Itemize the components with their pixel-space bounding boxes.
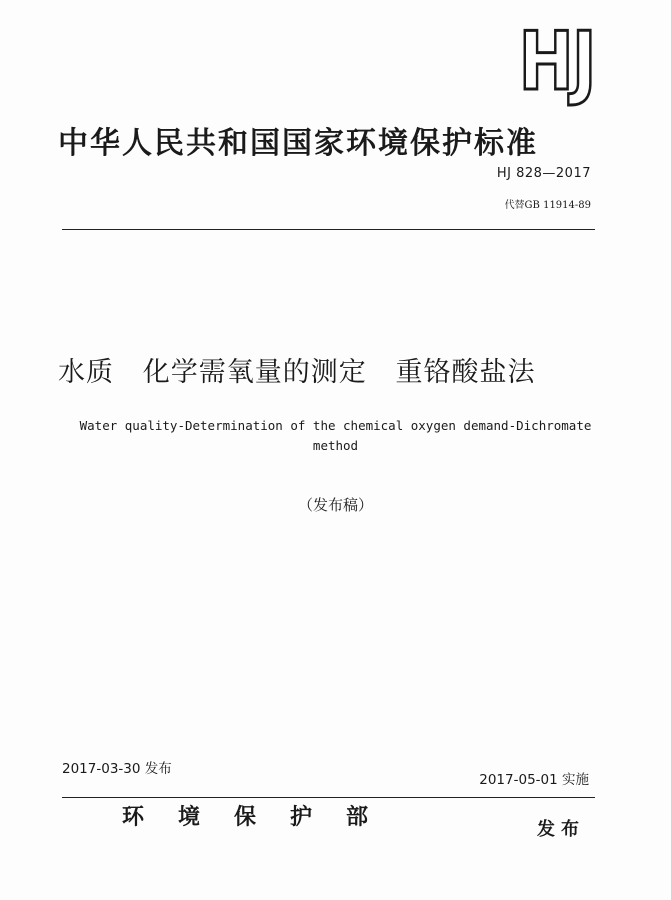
title-chinese: 水质 化学需氧量的测定 重铬酸盐法 [58,357,536,388]
standard-code: HJ 828—2017 [496,166,591,181]
replaces-standard: 代替GB 11914-89 [504,200,591,211]
organization-title: 中华人民共和国国家环境保护标准 [58,126,538,161]
issue-date: 2017-03-30 发布 [62,761,172,777]
top-divider [62,229,595,230]
effective-date: 2017-05-01 实施 [479,772,589,788]
title-english [50,416,621,456]
bottom-divider [62,797,595,798]
issuing-ministry: 环境保护部 [122,805,403,830]
draft-status: （发布稿） [297,496,373,514]
hj-logo: HJ [518,15,595,108]
publish-label: 发布 [537,819,585,840]
title-english-line2: method [312,438,359,453]
title-english-line1: Water quality-Determination of the chemical oxygen demand-Dichromate [79,418,592,433]
